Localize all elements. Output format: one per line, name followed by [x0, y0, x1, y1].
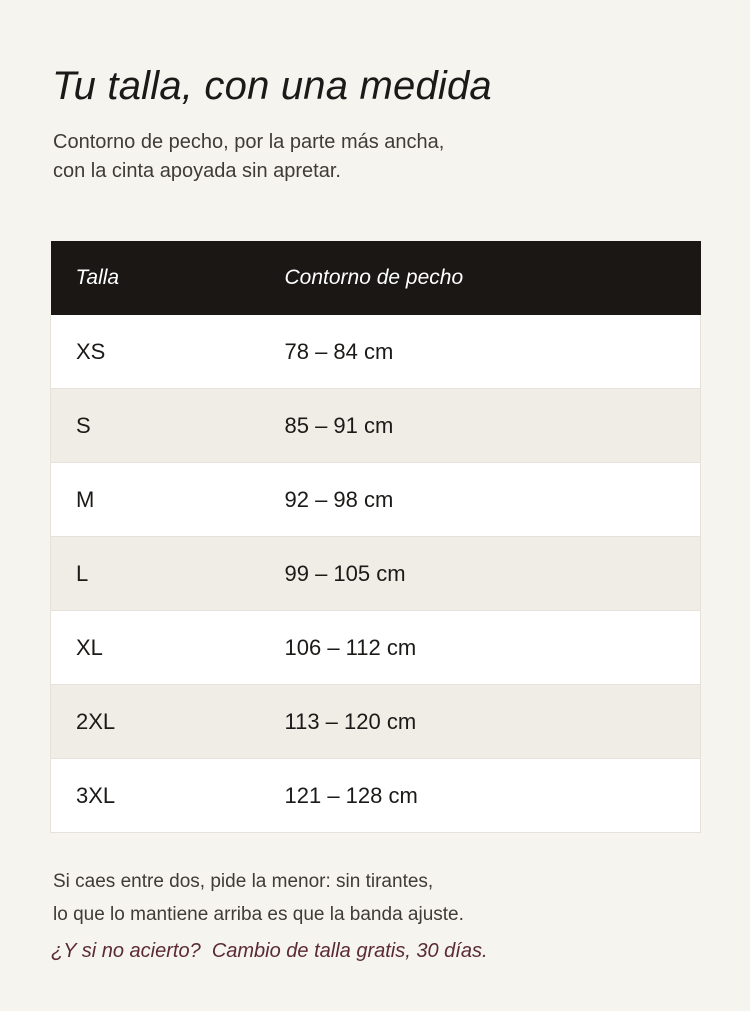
range-cell: 78 – 84 cm — [285, 315, 701, 389]
range-cell: 99 – 105 cm — [285, 537, 701, 611]
table-header-row — [51, 241, 701, 315]
table-row — [51, 315, 701, 389]
table-row — [51, 611, 701, 685]
size-cell: S — [51, 389, 285, 463]
range-cell: 113 – 120 cm — [285, 685, 701, 759]
instructions-line-2: con la cinta apoyada sin apretar. — [53, 160, 341, 182]
size-cell: M — [51, 463, 285, 537]
table-row — [51, 685, 701, 759]
column-header-chest: Contorno de pecho — [285, 241, 701, 315]
size-chart-table — [50, 241, 701, 833]
column-header-size: Talla — [51, 241, 285, 315]
size-cell: 3XL — [51, 759, 285, 833]
range-cell: 92 – 98 cm — [285, 463, 701, 537]
page-title: Tu talla, con una medida — [52, 64, 492, 108]
range-cell: 106 – 112 cm — [285, 611, 701, 685]
sizing-advice — [53, 865, 693, 931]
advice-line-1: Si caes entre dos, pide la menor: sin tirantes, — [53, 871, 434, 892]
advice-line-2: lo que lo mantiene arriba es que la banda ajuste. — [53, 904, 464, 925]
table-row — [51, 389, 701, 463]
table-row — [51, 759, 701, 833]
table-row — [51, 537, 701, 611]
size-exchange-link[interactable]: ¿Y si no acierto? Cambio de talla gratis, 30 días. — [51, 940, 488, 962]
instructions-line-1: Contorno de pecho, por la parte más ancha, — [53, 131, 445, 153]
table-row — [51, 463, 701, 537]
size-cell: L — [51, 537, 285, 611]
measurement-instructions — [53, 128, 693, 186]
range-cell: 85 – 91 cm — [285, 389, 701, 463]
size-cell: 2XL — [51, 685, 285, 759]
size-cell: XL — [51, 611, 285, 685]
size-cell: XS — [51, 315, 285, 389]
range-cell: 121 – 128 cm — [285, 759, 701, 833]
